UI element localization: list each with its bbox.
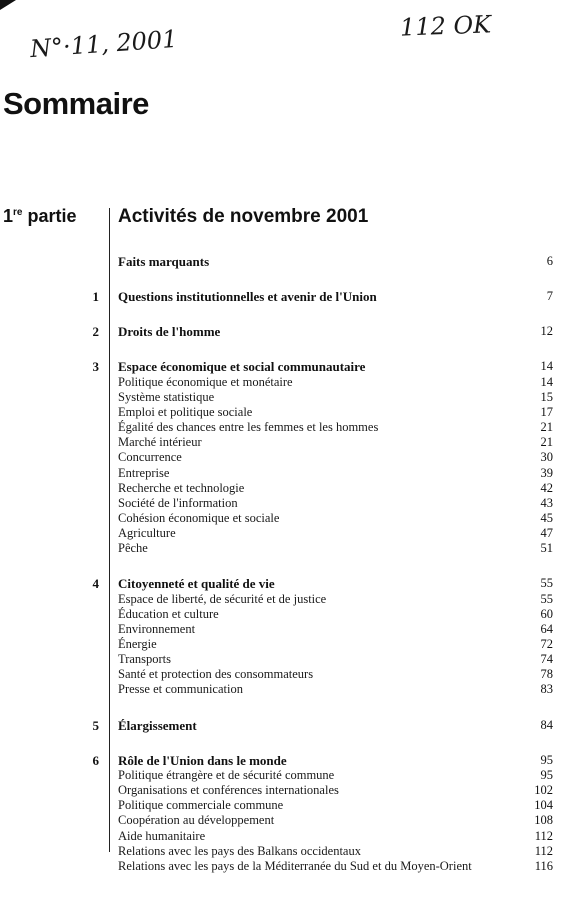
toc-chapter-number: 1 [92,289,99,305]
part-title: Activités de novembre 2001 [118,206,369,227]
toc-entry-label: Égalité des chances entre les femmes et les hommes [118,420,379,434]
toc-entry-row [0,844,572,859]
toc-entry-row [0,637,572,652]
toc-page-number: 84 [540,717,553,732]
part-word: partie [27,206,77,226]
toc-heading-label: Faits marquants [118,254,210,269]
toc-page-number: 30 [540,450,553,465]
toc-page-number: 12 [540,324,553,339]
toc-entry-label: Politique commerciale commune [118,798,284,813]
toc-entry-label: Relations avec les pays de la Méditerranée du Sud et du Moyen-Orient [118,858,472,873]
toc-page-number: 74 [540,652,553,667]
toc-page-number: 47 [540,526,553,541]
toc-page-number: 102 [534,783,553,797]
toc-entry-label: Coopération au développement [118,813,275,828]
toc-page-number: 78 [540,667,553,682]
toc-page-number: 6 [546,254,553,268]
page-title: Sommaire [3,86,149,121]
toc-chapter-number: 5 [92,717,99,733]
toc-entry-row [0,526,572,541]
toc-entry-row [0,607,572,622]
toc-chapter-number: 2 [92,324,99,340]
toc-page-number: 15 [540,389,553,404]
toc-entry-label: Politique économique et monétaire [118,374,293,389]
part-number-suffix: re [13,207,23,218]
toc-page-number: 95 [540,767,553,782]
toc-page-number: 64 [540,621,553,636]
toc-entry-label: Presse et communication [118,682,243,697]
toc-entry-row [0,859,572,874]
toc-entry-label: Pêche [118,541,148,556]
toc-entry-label: Aide humanitaire [118,828,206,843]
toc-page-number: 112 [534,828,553,843]
toc-page-number: 83 [540,682,553,697]
toc-entry-label: Éducation et culture [118,606,219,621]
toc-entry-row [0,450,572,465]
toc-page-number: 14 [540,359,553,374]
toc-entry-row [0,481,572,496]
toc-entry-row [0,667,572,682]
toc-entry-row [0,622,572,637]
toc-entry-label: Emploi et politique sociale [118,404,253,419]
toc-page-number: 43 [540,495,553,510]
toc-page-number: 17 [540,404,553,419]
toc-entry-row [0,466,572,481]
part-number: 1 [3,206,14,226]
toc-page-number: 51 [540,541,553,556]
toc-page-number: 108 [534,813,553,828]
toc-heading-row [0,576,572,591]
toc-page-number: 39 [540,465,553,480]
toc-entry-row [0,435,572,450]
toc-heading-label: Espace économique et social communautaire [118,359,366,375]
toc-page-number: 45 [540,510,553,525]
toc-chapter-number: 3 [92,359,99,375]
toc-entry-row [0,496,572,511]
toc-heading-label: Questions institutionnelles et avenir de l'Union [118,289,377,305]
toc-entry-row [0,541,572,556]
toc-entry-label: Politique étrangère et de sécurité commune [118,767,335,782]
toc-heading-row [0,324,572,339]
toc-entry-label: Espace de liberté, de sécurité et de justice [118,591,327,606]
toc-entry-label: Société de l'information [118,495,238,510]
toc-chapter-number: 6 [92,752,99,768]
toc-entry-label: Organisations et conférences internationales [118,783,339,797]
toc-entry-row [0,390,572,405]
toc-entry-label: Santé et protection des consommateurs [118,667,314,682]
toc-page-number: 60 [540,606,553,621]
toc-page-number: 95 [540,752,553,767]
handwritten-issue-note: N°·11, 2001 [29,24,179,64]
toc-heading-row [0,718,572,733]
toc-heading-label: Élargissement [118,717,197,733]
toc-entry-label: Entreprise [118,465,170,480]
toc-entry-row [0,768,572,783]
toc-entry-row [0,652,572,667]
toc-heading-row [0,254,572,269]
toc-page-number: 55 [540,591,553,606]
toc-page-number: 55 [540,576,553,591]
toc-entry-label: Transports [118,652,172,667]
toc-heading-label: Citoyenneté et qualité de vie [118,576,275,592]
handwritten-check-note: 112 OK [399,10,492,42]
toc-page-number: 116 [534,858,553,873]
toc-heading-row [0,289,572,304]
toc-entry-label: Énergie [118,637,157,651]
toc-page-number: 14 [540,374,553,389]
toc-page-number: 72 [540,637,553,651]
toc-entry-label: Recherche et technologie [118,480,245,495]
toc-page-number: 104 [534,798,553,813]
toc-chapter-number: 4 [92,576,99,592]
toc-entry-row [0,813,572,828]
toc-entry-row [0,798,572,813]
toc-page-number: 112 [534,843,553,858]
toc-entry-label: Relations avec les pays des Balkans occidentaux [118,843,361,858]
toc-page-number: 21 [540,435,553,450]
toc-entry-row [0,592,572,607]
toc-entry-label: Système statistique [118,389,215,404]
toc-entry-label: Concurrence [118,450,182,465]
toc-entry-row [0,420,572,435]
toc-entry-label: Environnement [118,621,196,636]
toc-entry-row [0,829,572,844]
toc-entry-row [0,511,572,526]
toc-page-number: 42 [540,480,553,495]
toc-heading-row [0,753,572,768]
toc-entry-row [0,375,572,390]
toc-entry-label: Marché intérieur [118,435,202,450]
toc-heading-row [0,359,572,374]
toc-entry-label: Cohésion économique et sociale [118,510,280,525]
toc-heading-label: Rôle de l'Union dans le monde [118,752,287,768]
toc-page-number: 7 [546,289,553,304]
toc-heading-label: Droits de l'homme [118,324,221,340]
toc-entry-row [0,405,572,420]
toc-entry-row [0,682,572,697]
toc-entry-label: Agriculture [118,526,176,541]
toc-entry-row [0,783,572,798]
toc-page-number: 21 [540,420,553,434]
